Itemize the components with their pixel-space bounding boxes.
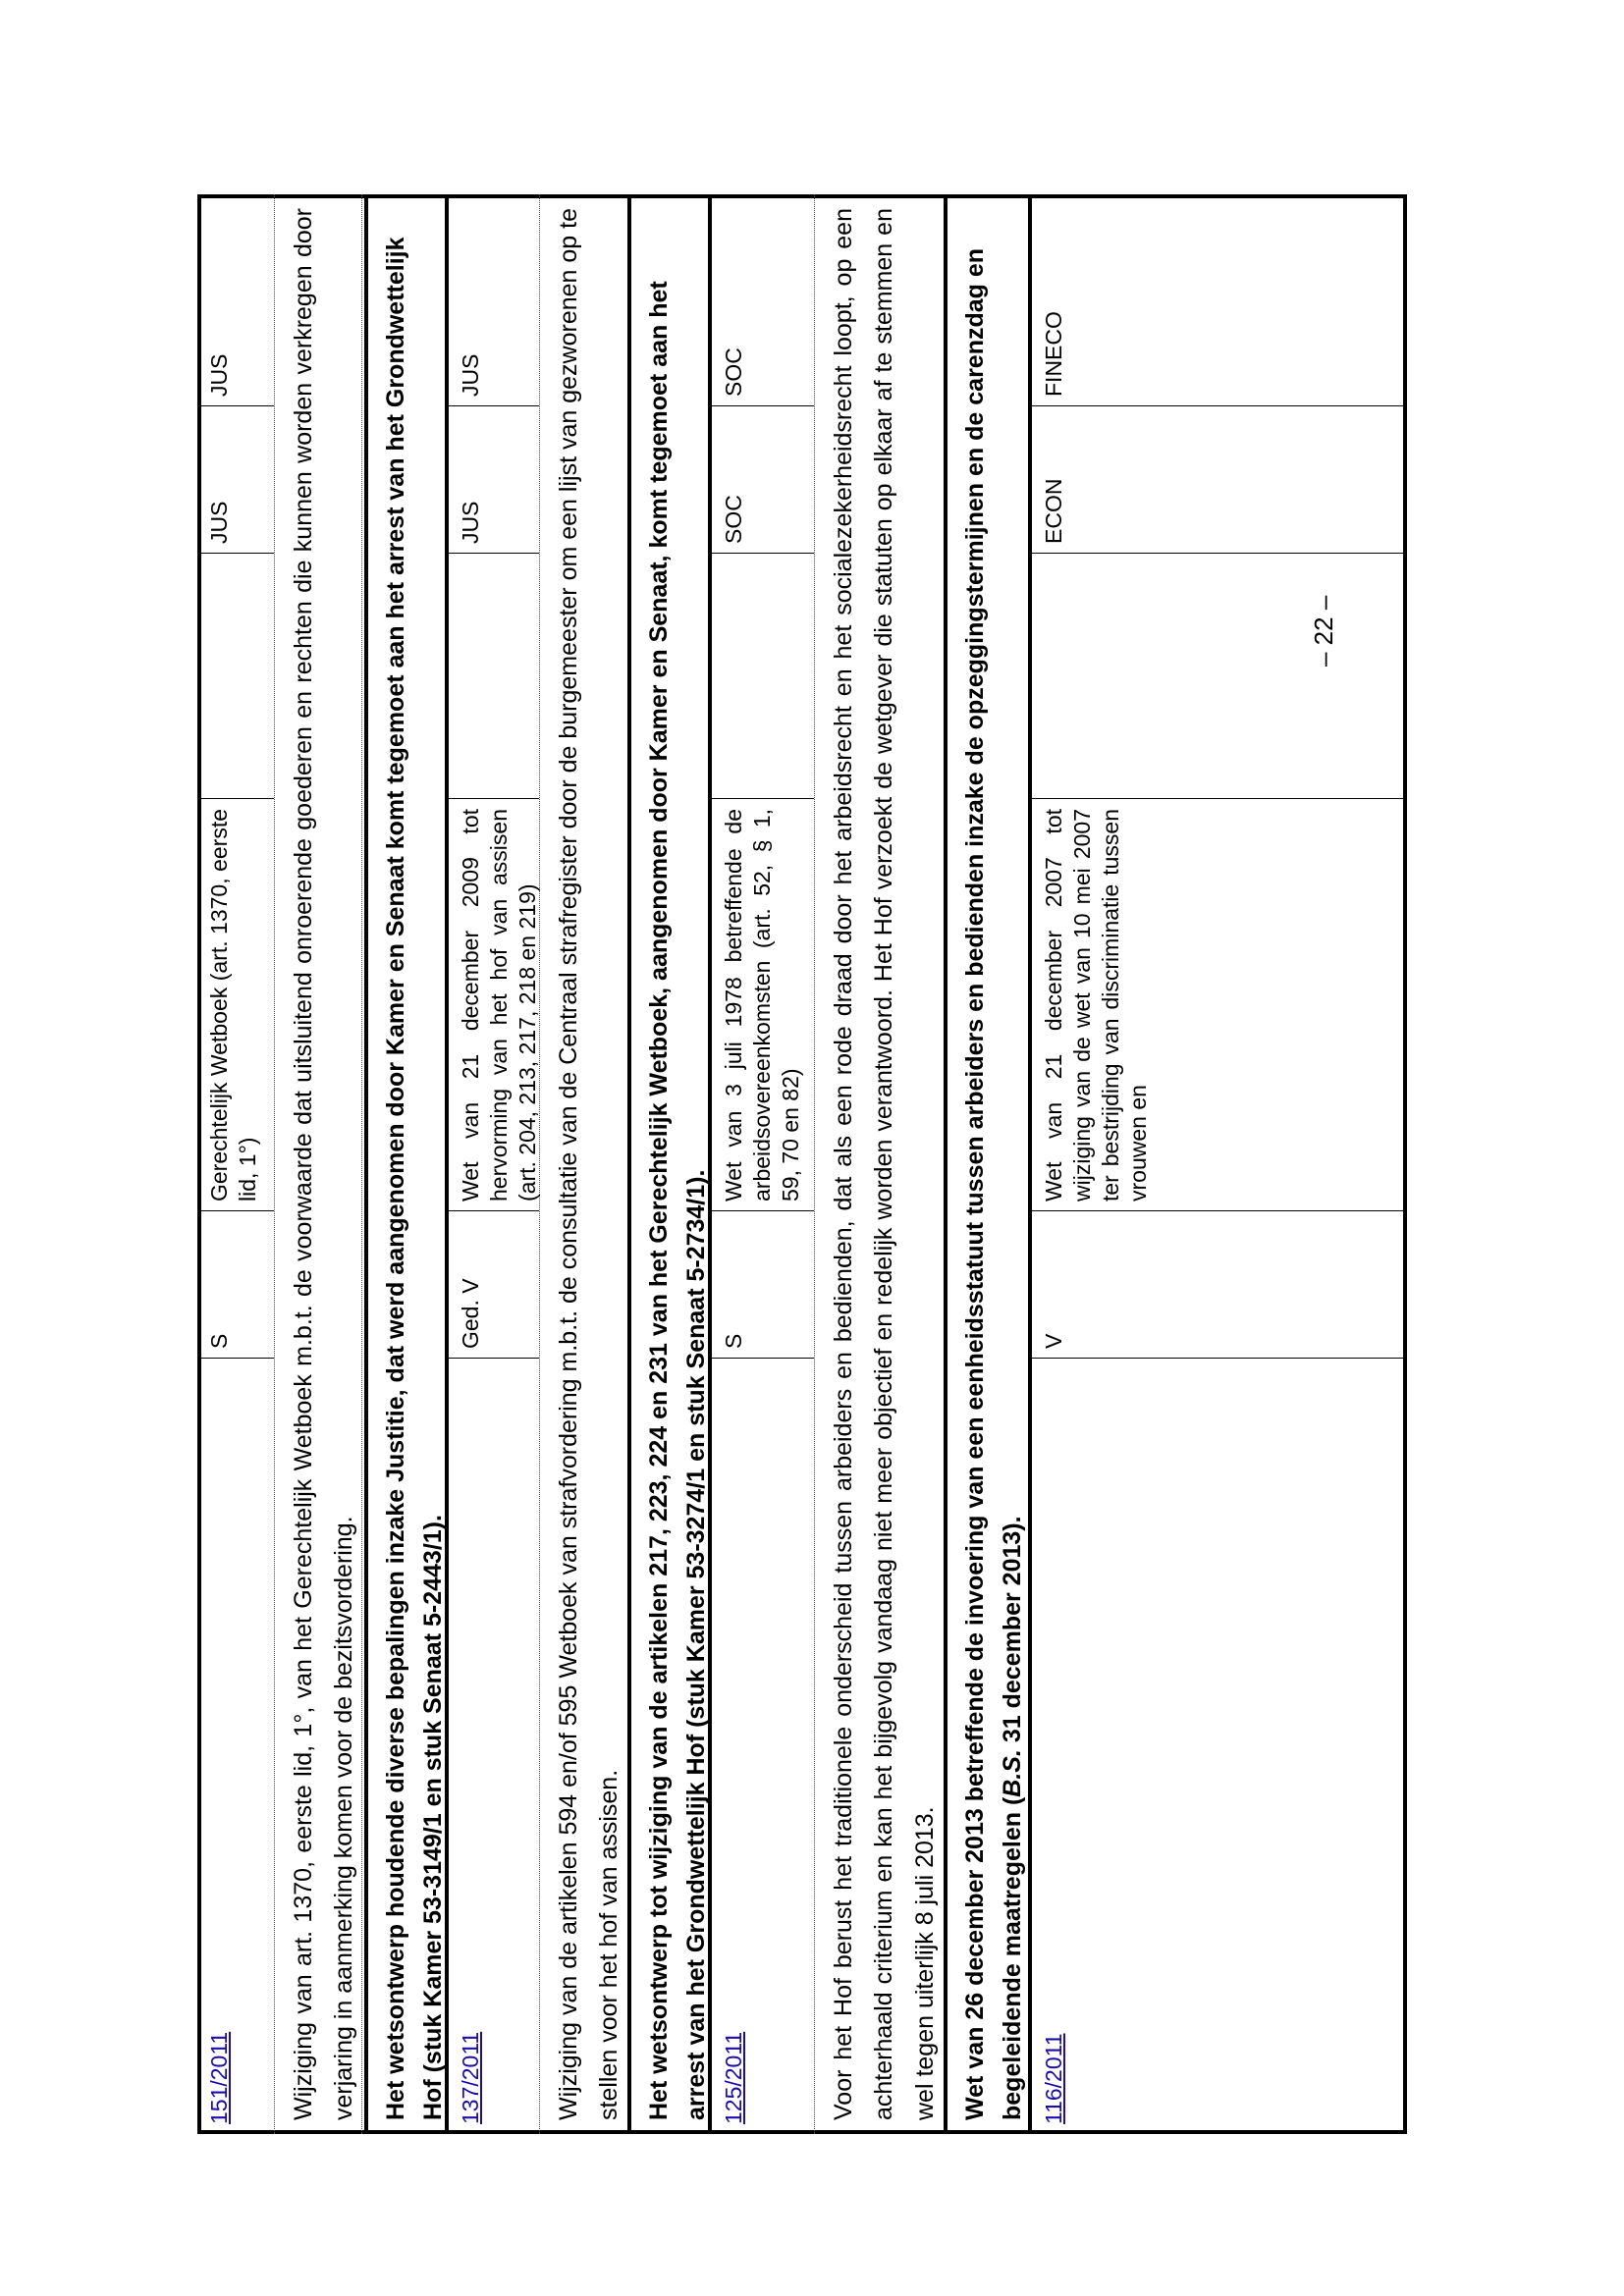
section-heading <box>944 194 1032 2134</box>
law-cell: Wet van 21 december 2009 tot hervorming van het hof van assisen (art. 204, 213, 217, 218 en 219) <box>458 809 540 1201</box>
rotated-table-page <box>197 194 1407 2134</box>
table-row <box>197 194 275 2134</box>
ministry-cell: JUS <box>458 501 483 544</box>
table-row <box>1032 194 1407 2134</box>
type-cell: S <box>721 1333 746 1349</box>
table-row <box>449 194 540 2134</box>
type-cell: Ged. V <box>458 1278 483 1349</box>
case-link[interactable]: 116/2011 <box>1041 2033 1066 2124</box>
description: Voor het Hof berust het traditionele onderscheid tussen arbeiders en bedienden, dat als een rode draad door het arbeidsrecht en het socialezekerheidsrecht loopt, op een achterhaald criterium en kan het bijgevolg vandaag niet meer objectief en redelijk worden verantwoord. Het Hof verzoekt de wetgever die statuten op elkaar af te stemmen en wel tegen uiterlijk 8 juli 2013. <box>830 208 939 2120</box>
ministry-cell: JUS <box>206 501 232 544</box>
description: Wijziging van art. 1370, eerste lid, 1°, van het Gerechtelijk Wetboek m.b.t. de voorwaarde dat uitsluitend onroerende goederen en rechten die kunnen worden verkregen door verjaring in aanmerking komen voor de bezitsvordering. <box>274 194 362 2134</box>
law-cell: Wet van 21 december 2007 tot wijziging van de wet van 10 mei 2007 ter bestrijding van discriminatie tussen vrouwen en <box>1041 809 1152 1201</box>
ministry-cell-2: JUS <box>458 353 483 397</box>
section-heading: Het wetsontwerp tot wijziging van de artikelen 217, 223, 224 en 231 van het Gerechtelijk Wetboek, aangenomen door Kamer en Senaat, komt tegemoet aan het arrest van het Grondwettelijk Hof (stuk Kamer 53-3274/1 en stuk Senaat 5-2734/1). <box>627 194 712 2134</box>
case-link[interactable]: 125/2011 <box>721 2031 746 2124</box>
law-cell: Wet van 3 juli 1978 betreffende de arbeidsovereenkomsten (art. 52, § 1, 59, 70 en 82) <box>721 809 803 1201</box>
ministry-cell-2: JUS <box>206 353 232 397</box>
empty-cell <box>197 554 274 799</box>
section-heading: Het wetsontwerp houdende diverse bepalingen inzake Justitie, dat werd aangenomen door Kamer en Senaat komt tegemoet aan het arrest van het Grondwettelijk Hof (stuk Kamer 53-3149/1 en stuk Senaat 5-2443/1). <box>364 194 449 2134</box>
empty-cell <box>449 554 539 799</box>
law-cell: Gerechtelijk Wetboek (art. 1370, eerste lid, 1°) <box>206 809 260 1201</box>
heading-part-italic: B.S. <box>998 1749 1026 1797</box>
heading-part: Wet van 26 december 2013 betreffende de invoering van een eenheidsstatuut tussen arbeiders en bedienden inzake de opzeggingstermijnen en de carenzdag en begeleidende maatregelen ( <box>961 247 1026 2120</box>
ministry-cell-2: SOC <box>721 347 746 397</box>
ministry-cell: SOC <box>721 495 746 544</box>
type-cell: S <box>206 1333 232 1349</box>
type-cell: V <box>1041 1333 1066 1349</box>
ministry-cell: ECON <box>1041 478 1066 544</box>
description: Wijziging van de artikelen 594 en/of 595 Wetboek van strafvordering m.b.t. de consultatie van de Centraal strafregister door de burgemeester om een lijst van gezworenen op te stellen voor het hof van assisen. <box>555 208 623 2120</box>
case-link[interactable]: 137/2011 <box>458 2031 483 2124</box>
case-link[interactable]: 151/2011 <box>206 2031 232 2124</box>
heading-part: 31 december 2013). <box>998 1516 1026 1750</box>
empty-cell <box>1032 554 1407 799</box>
table-row <box>712 194 815 2134</box>
ministry-cell-2: FINECO <box>1041 311 1066 397</box>
empty-cell <box>712 554 814 799</box>
page-number: – 22 – <box>1309 595 1338 667</box>
